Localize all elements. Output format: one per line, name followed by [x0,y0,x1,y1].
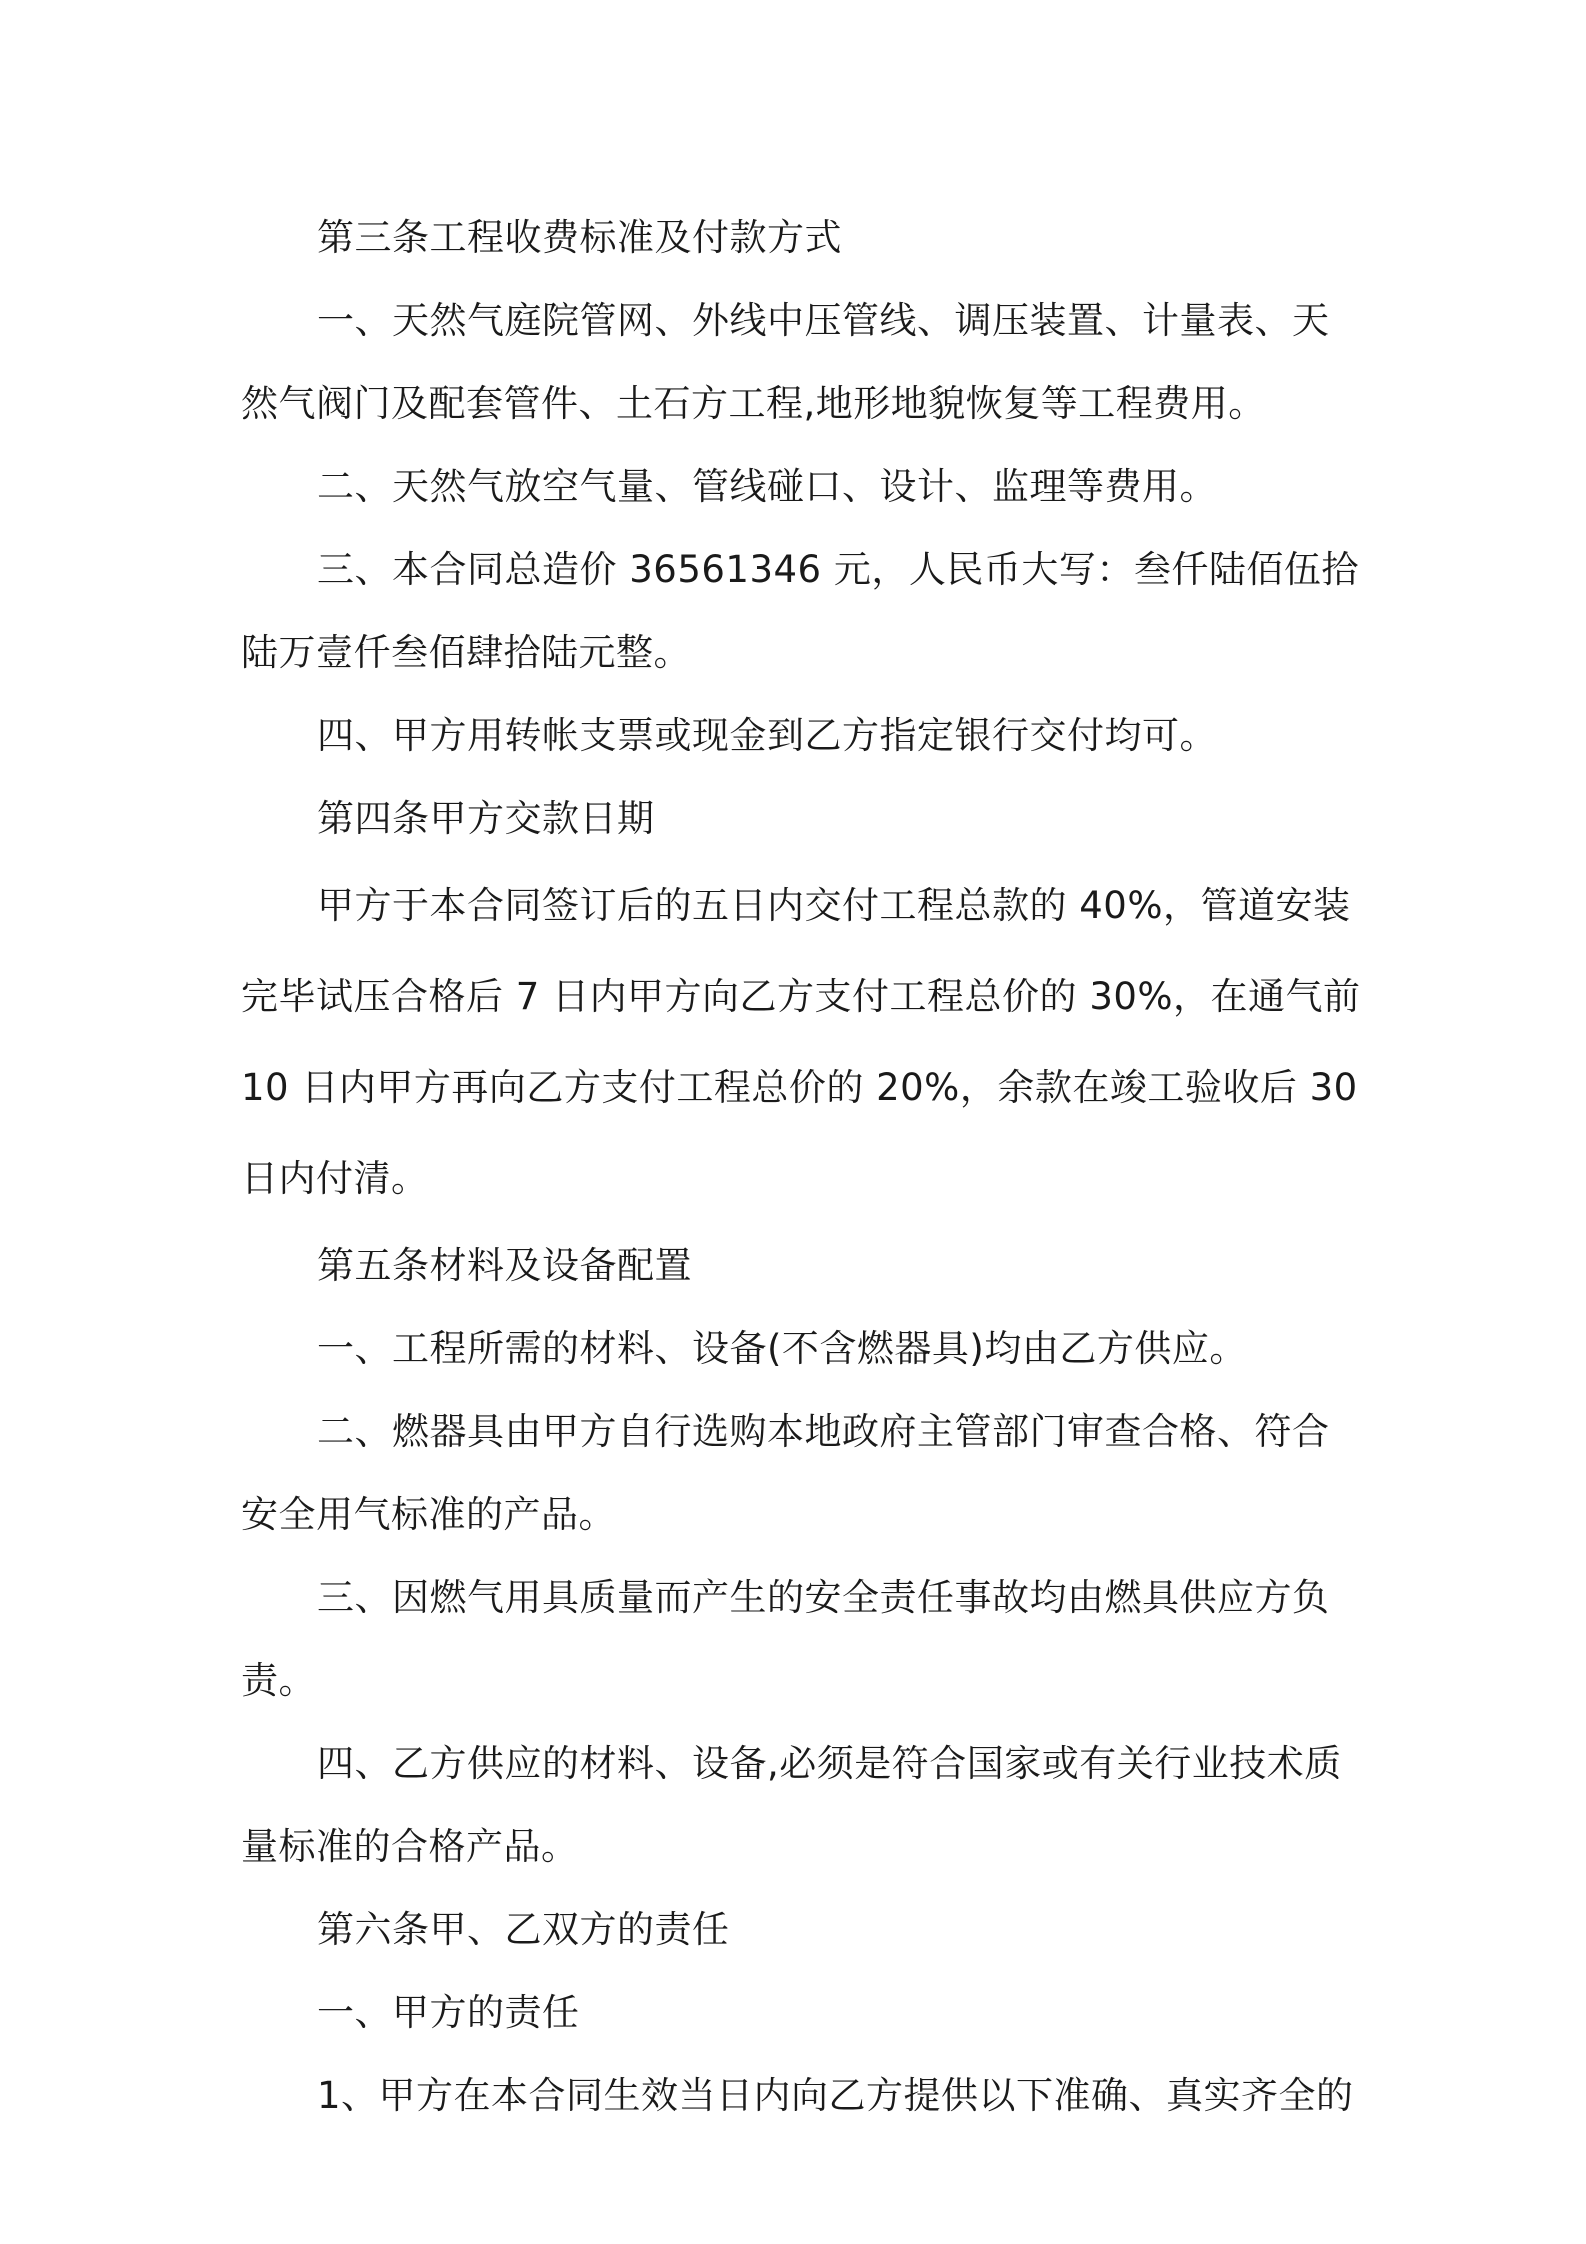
article-3-item-3: 三、本合同总造价 36561346 元，人民币大写：叁仟陆佰伍拾陆万壹仟叁佰肆拾陆元整。 [241,548,1359,674]
document-body [241,196,1361,2137]
article-3-item-1: 一、天然气庭院管网、外线中压管线、调压装置、计量表、天然气阀门及配套管件、土石方工程,地形地貌恢复等工程费用。 [241,299,1330,425]
article-4-payment-schedule: 甲方于本合同签订后的五日内交付工程总款的 40%，管道安装完毕试压合格后 7 日内甲方向乙方支付工程总价的 30%，在通气前 10 日内甲方再向乙方支付工程总价的 20%，余款在竣工验收后 30 日内付清。 [241,884,1361,1200]
article-3-item-2: 二、天然气放空气量、管线碰口、设计、监理等费用。 [317,465,1217,508]
article-5-item-1: 一、工程所需的材料、设备(不含燃器具)均由乙方供应。 [317,1327,1247,1370]
article-3-item-4: 四、甲方用转帐支票或现金到乙方指定银行交付均可。 [317,714,1217,757]
article-5-item-3: 三、因燃气用具质量而产生的安全责任事故均由燃具供应方负责。 [241,1576,1330,1702]
article-5-heading: 第五条材料及设备配置 [317,1244,692,1287]
article-4-heading: 第四条甲方交款日期 [317,797,655,840]
article-5-item-4: 四、乙方供应的材料、设备,必须是符合国家或有关行业技术质量标准的合格产品。 [241,1742,1342,1868]
article-3-heading: 第三条工程收费标准及付款方式 [317,216,842,259]
article-6-party-a-item-1: 1、甲方在本合同生效当日内向乙方提供以下准确、真实齐全的 [317,2074,1354,2117]
article-6-heading: 第六条甲、乙双方的责任 [317,1908,730,1951]
article-6-party-a-heading: 一、甲方的责任 [317,1991,580,2034]
article-5-item-2: 二、燃器具由甲方自行选购本地政府主管部门审查合格、符合安全用气标准的产品。 [241,1410,1330,1536]
